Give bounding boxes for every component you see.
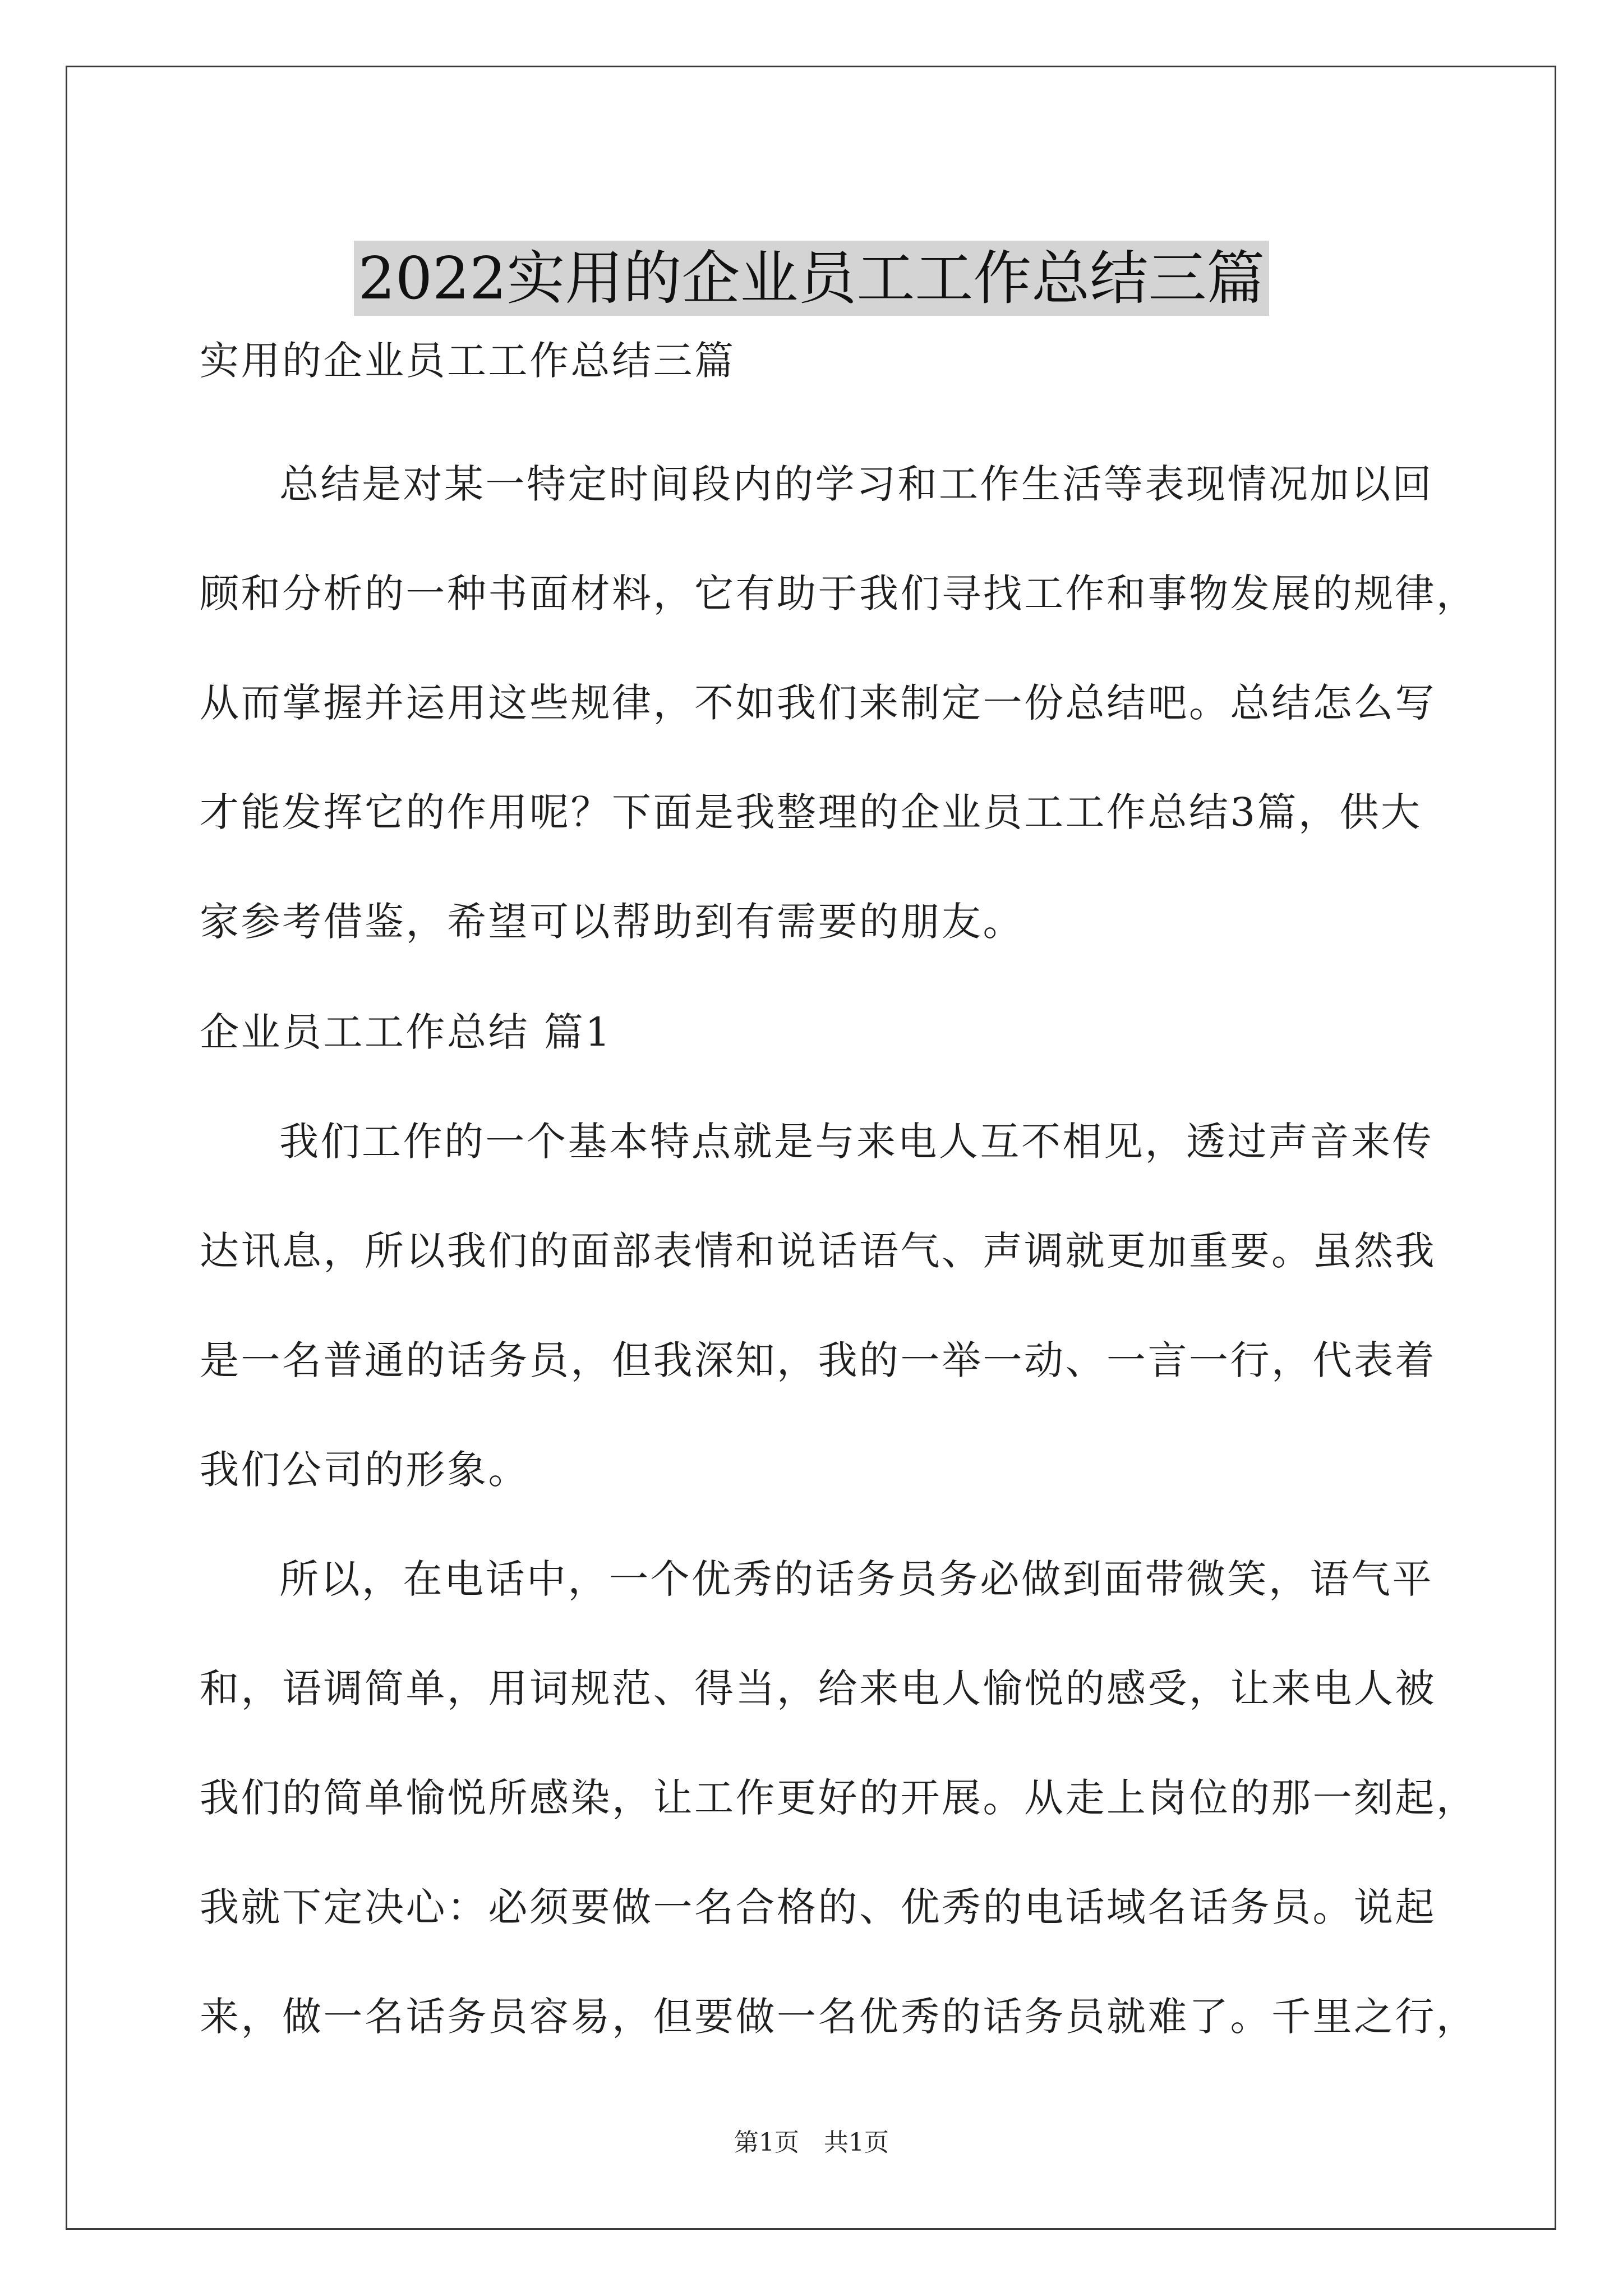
page-footer	[0, 2126, 1623, 2160]
paragraph-line: 我们公司的形象。	[200, 1447, 529, 1493]
paragraph-line: 我就下定决心：必须要做一名合格的、优秀的电话域名话务员。说起	[200, 1884, 1436, 1930]
paragraph-line: 达讯息，所以我们的面部表情和说话语气、声调就更加重要。虽然我	[200, 1228, 1436, 1274]
paragraph-line: 才能发挥它的作用呢？下面是我整理的企业员工工作总结3篇，供大	[200, 789, 1422, 835]
paragraph-line: 和，语调简单，用词规范、得当，给来电人愉悦的感受，让来电人被	[200, 1665, 1436, 1711]
section-heading: 企业员工工作总结 篇1	[200, 1009, 612, 1055]
document-title-text: 2022实用的企业员工工作总结三篇	[354, 241, 1270, 316]
paragraph-line: 所以，在电话中，一个优秀的话务员务必做到面带微笑，语气平	[279, 1556, 1433, 1602]
page-number: 第1页	[734, 2128, 799, 2157]
paragraph-line: 从而掌握并运用这些规律，不如我们来制定一份总结吧。总结怎么写	[200, 680, 1436, 726]
paragraph-line: 我们的简单愉悦所感染，让工作更好的开展。从走上岗位的那一刻起，	[200, 1775, 1478, 1821]
paragraph-line: 顾和分析的一种书面材料，它有助于我们寻找工作和事物发展的规律，	[200, 570, 1478, 616]
paragraph-line: 来，做一名话务员容易，但要做一名优秀的话务员就难了。千里之行，	[200, 1994, 1478, 2040]
paragraph-line: 我们工作的一个基本特点就是与来电人互不相见，透过声音来传	[279, 1119, 1433, 1165]
paragraph-line: 是一名普通的话务员，但我深知，我的一举一动、一言一行，代表着	[200, 1337, 1436, 1383]
paragraph-line: 家参考借鉴，希望可以帮助到有需要的朋友。	[200, 899, 1024, 945]
subtitle-line: 实用的企业员工工作总结三篇	[200, 338, 736, 384]
paragraph-line: 总结是对某一特定时间段内的学习和工作生活等表现情况加以回	[279, 461, 1433, 507]
page-total: 共1页	[824, 2128, 889, 2157]
document-title	[0, 239, 1623, 318]
